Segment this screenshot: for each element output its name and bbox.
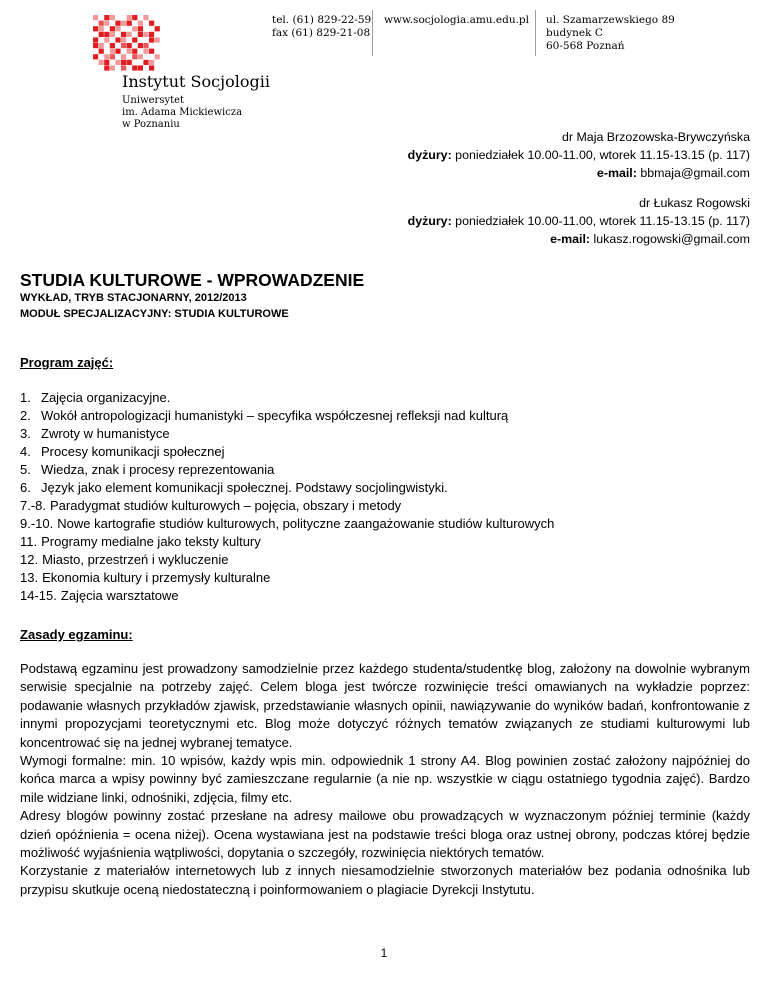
- logo-pixel: [143, 49, 148, 54]
- exam-paragraph: Podstawą egzaminu jest prowadzony samodzielnie przez każdego studenta/studentkę blog, założony na dowolnie wybranym serwisie specjalnie na potrzeby zajęć. Celem bloga jest twórcze rozwinięcie treści omawianych na wykładzie poprzez: podawanie własnych przykładów zjawisk, przedstawianie własnych opinii, nawiązywanie do wyników badań, konfrontowanie z innymi propozycjami teoretycznymi etc. Blog może dotyczyć różnych tematów związanych ze studiami kulturowymi lub koncentrować się na jednej wybranej tematyce.: [20, 661, 750, 750]
- institute-title: Instytut Socjologii: [122, 72, 270, 91]
- program-item: [20, 497, 554, 515]
- logo-pixel: [99, 43, 104, 48]
- program-heading: Program zajęć:: [20, 355, 114, 370]
- program-item-text: Wiedza, znak i procesy reprezentowania: [41, 462, 275, 477]
- logo-pixel: [110, 54, 115, 59]
- logo-pixel: [132, 65, 137, 70]
- logo-pixel: [138, 43, 143, 48]
- logo-pixel: [127, 49, 132, 54]
- program-item: [20, 443, 554, 461]
- logo-pixel: [127, 15, 132, 20]
- logo-pixel: [132, 54, 137, 59]
- logo-pixel: [155, 54, 160, 59]
- logo-pixel: [138, 65, 143, 70]
- logo-pixel: [121, 60, 126, 65]
- duty-value: poniedziałek 10.00-11.00, wtorek 11.15-13.15 (p. 117): [455, 214, 750, 228]
- logo-pixel: [127, 60, 132, 65]
- program-item: [20, 569, 554, 587]
- logo-pixel: [138, 54, 143, 59]
- logo-pixel: [99, 49, 104, 54]
- program-item: [20, 551, 554, 569]
- pixel-grid-logo-icon: [93, 15, 161, 71]
- program-item-number: 13.: [20, 570, 39, 585]
- logo-pixel: [121, 43, 126, 48]
- logo-pixel: [93, 54, 98, 59]
- email-link[interactable]: bbmaja@gmail.com: [640, 166, 750, 180]
- module-info: MODUŁ SPECJALIZACYJNY: STUDIA KULTUROWE: [20, 308, 289, 320]
- contact-email: [408, 230, 750, 248]
- program-item-number: 6.: [20, 480, 31, 495]
- course-info: WYKŁAD, TRYB STACJONARNY, 2012/2013: [20, 292, 247, 304]
- logo-pixel: [138, 21, 143, 26]
- program-item-text: Język jako element komunikacji społecznej. Podstawy socjolingwistyki.: [41, 480, 448, 495]
- exam-rules: [20, 660, 750, 899]
- contact-name: dr Łukasz Rogowski: [639, 196, 750, 210]
- logo-pixel: [143, 15, 148, 20]
- logo-pixel: [104, 65, 109, 70]
- logo-pixel: [121, 21, 126, 26]
- logo-pixel: [155, 37, 160, 42]
- header-address-block: [546, 14, 675, 53]
- logo-pixel: [121, 54, 126, 59]
- logo-pixel: [115, 37, 120, 42]
- logo-pixel: [104, 15, 109, 20]
- logo-pixel: [99, 21, 104, 26]
- logo-pixel: [110, 15, 115, 20]
- header-address-city: 60-568 Poznań: [546, 40, 625, 52]
- email-label: e-mail:: [550, 232, 591, 246]
- logo-pixel: [115, 60, 120, 65]
- program-item-number: 2.: [20, 408, 31, 423]
- exam-paragraph: Adresy blogów powinny zostać przesłane na adresy mailowe obu prowadzących w wyznaczonym później terminie (każdy dzień opóźnienia = ocena niżej). Ocena wystawiana jest na podstawie treści bloga oraz ustnej obrony, podczas której będzie możliwość wyjaśnienia wątpliwości, dopytania o szczegóły, rozwinięcia niektórych tematów.: [20, 808, 750, 861]
- contact-duty: [408, 146, 750, 164]
- logo-pixel: [149, 32, 154, 37]
- exam-paragraph: Korzystanie z materiałów internetowych lub z innych niesamodzielnie stworzonych materiałów bez podania odnośnika lub przypisu skutkuje oceną niedostateczną i poinformowaniem o plagiacie Dyrekcji Instytutu.: [20, 863, 750, 897]
- header-divider: [372, 10, 373, 56]
- logo-pixel: [127, 43, 132, 48]
- program-item: [20, 389, 554, 407]
- duty-label: dyżury:: [407, 214, 452, 228]
- logo-pixel: [110, 32, 115, 37]
- logo-pixel: [121, 32, 126, 37]
- institute-subtitle-line: Uniwersytet: [122, 95, 185, 106]
- program-item-text: Zajęcia organizacyjne.: [41, 390, 171, 405]
- program-item-number: 5.: [20, 462, 31, 477]
- contact-email: [408, 164, 750, 182]
- duty-label: dyżury:: [407, 148, 452, 162]
- page-number: 1: [380, 946, 388, 960]
- header-address-street: ul. Szamarzewskiego 89: [546, 14, 675, 26]
- program-item: [20, 479, 554, 497]
- logo-pixel: [149, 49, 154, 54]
- program-item-number: 1.: [20, 390, 31, 405]
- logo-pixel: [138, 26, 143, 31]
- program-item: [20, 587, 554, 605]
- logo-pixel: [132, 26, 137, 31]
- program-item: [20, 425, 554, 443]
- logo-pixel: [93, 26, 98, 31]
- logo-pixel: [149, 60, 154, 65]
- program-item-number: 12.: [20, 552, 39, 567]
- logo-pixel: [93, 43, 98, 48]
- program-item: [20, 533, 554, 551]
- logo-pixel: [155, 26, 160, 31]
- duty-value: poniedziałek 10.00-11.00, wtorek 11.15-13.15 (p. 117): [455, 148, 750, 162]
- logo-pixel: [115, 21, 120, 26]
- logo-pixel: [93, 37, 98, 42]
- header-address-building: budynek C: [546, 27, 603, 39]
- logo-pixel: [132, 37, 137, 42]
- header-divider: [535, 10, 536, 56]
- program-item-text: Wokół antropologizacji humanistyki – specyfika współczesnej refleksji nad kulturą: [41, 408, 509, 423]
- program-item: [20, 407, 554, 425]
- institute-subtitle: [122, 95, 242, 131]
- logo-pixel: [115, 49, 120, 54]
- logo-pixel: [143, 43, 148, 48]
- logo-pixel: [121, 37, 126, 42]
- logo-pixel: [132, 15, 137, 20]
- program-item-number: 14-15.: [20, 588, 57, 603]
- header-phone-block: [272, 14, 371, 40]
- header-website-block: [384, 14, 529, 27]
- program-item: [20, 515, 554, 533]
- logo-pixel: [104, 37, 109, 42]
- logo-pixel: [93, 15, 98, 20]
- header-website-link[interactable]: www.socjologia.amu.edu.pl: [384, 14, 530, 26]
- logo-pixel: [104, 32, 109, 37]
- logo-pixel: [149, 21, 154, 26]
- logo-pixel: [104, 21, 109, 26]
- program-item-number: 3.: [20, 426, 31, 441]
- contact-duty: [408, 212, 750, 230]
- header-fax: fax (61) 829-21-08: [272, 27, 371, 39]
- header-phone: tel. (61) 829-22-59: [272, 14, 372, 26]
- logo-pixel: [143, 60, 148, 65]
- email-link[interactable]: lukasz.rogowski@gmail.com: [593, 232, 750, 246]
- program-item-text: Procesy komunikacji społecznej: [41, 444, 225, 459]
- logo-pixel: [115, 26, 120, 31]
- logo-pixel: [104, 54, 109, 59]
- institute-subtitle-line: im. Adama Mickiewicza: [122, 107, 243, 118]
- program-item-text: Miasto, przestrzeń i wykluczenie: [42, 552, 229, 567]
- document-title: STUDIA KULTUROWE - WPROWADZENIE: [20, 270, 365, 290]
- logo-pixel: [143, 32, 148, 37]
- logo-pixel: [99, 32, 104, 37]
- program-item-text: Programy medialne jako teksty kultury: [41, 534, 261, 549]
- contact-name: dr Maja Brzozowska-Brywczyńska: [562, 130, 750, 144]
- logo-pixel: [110, 65, 115, 70]
- program-item-number: 11.: [20, 534, 38, 549]
- institute-subtitle-line: w Poznaniu: [122, 119, 180, 130]
- logo-pixel: [149, 65, 154, 70]
- program-item-number: 9.-10.: [20, 516, 54, 531]
- program-item-text: Nowe kartografie studiów kulturowych, polityczne zaangażowanie studiów kulturowych: [57, 516, 555, 531]
- program-item-text: Ekonomia kultury i przemysły kulturalne: [42, 570, 271, 585]
- contact-block: [408, 194, 750, 248]
- program-item-text: Zajęcia warsztatowe: [60, 588, 179, 603]
- program-item-number: 7.-8.: [20, 498, 47, 513]
- program-item-text: Zwroty w humanistyce: [41, 426, 170, 441]
- logo-pixel: [99, 26, 104, 31]
- contact-block: [408, 128, 750, 182]
- program-item: [20, 461, 554, 479]
- program-item-number: 4.: [20, 444, 31, 459]
- logo-pixel: [127, 21, 132, 26]
- logo-pixel: [132, 49, 137, 54]
- program-item-text: Paradygmat studiów kulturowych – pojęcia, obszary i metody: [50, 498, 402, 513]
- logo-pixel: [138, 32, 143, 37]
- exam-heading: Zasady egzaminu:: [20, 627, 133, 642]
- logo-pixel: [110, 43, 115, 48]
- logo-pixel: [104, 60, 109, 65]
- logo-pixel: [127, 32, 132, 37]
- logo-pixel: [110, 26, 115, 31]
- logo-pixel: [121, 65, 126, 70]
- email-label: e-mail:: [596, 166, 637, 180]
- logo-pixel: [110, 49, 115, 54]
- program-list: [20, 389, 554, 605]
- logo-pixel: [99, 60, 104, 65]
- exam-paragraph: Wymogi formalne: min. 10 wpisów, każdy wpis min. odpowiednik 1 strony A4. Blog powinien zostać założony najpóźniej do końca marca a wpisy powinny być zamieszczane regularnie (a nie np. wszystkie w ciągu ostatniego tygodnia zajęć). Bardzo mile widziane linki, odnośniki, zdjęcia, filmy etc.: [20, 753, 750, 805]
- logo-pixel: [149, 37, 154, 42]
